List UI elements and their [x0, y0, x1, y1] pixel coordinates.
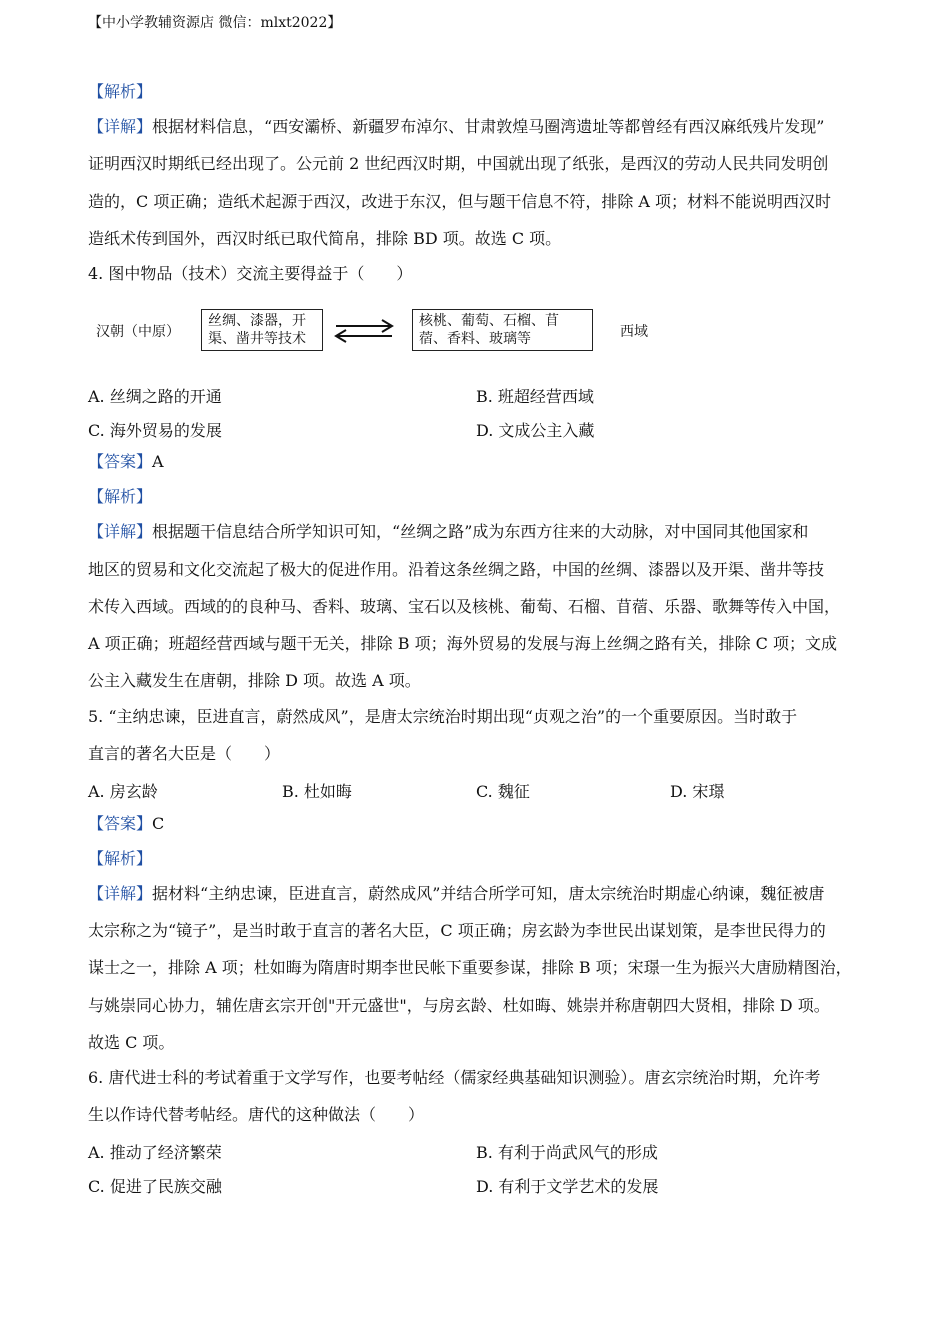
q5-detail-line-3: 谋士之一，排除 A 项；杜如晦为隋唐时期李世民帐下重要参谋，排除 B 项；宋璟一生为振兴大唐励精图治，: [88, 958, 852, 977]
q4-option-a[interactable]: A. 丝绸之路的开通: [88, 387, 222, 406]
q6-question-line-2: 生以作诗代替考帖经。唐代的这种做法（ ）: [88, 1105, 425, 1124]
q4-detail-line-1: 【详解】根据题干信息结合所学知识可知，“丝绸之路”成为东西方往来的大动脉，对中国同其他国家和: [88, 522, 809, 541]
exchange-arrows-icon: [332, 318, 396, 344]
q5-question-line-2: 直言的著名大臣是（ ）: [88, 744, 281, 763]
q4-answer: [88, 452, 164, 472]
q4-option-b[interactable]: B. 班超经营西域: [476, 387, 594, 406]
q4-question: 4. 图中物品（技术）交流主要得益于（ ）: [88, 264, 413, 283]
q5-detail-line-1: 【详解】据材料“主纳忠谏，臣进直言，蔚然成风”并结合所学可知，唐太宗统治时期虚心纳谏，魏征被唐: [88, 884, 825, 903]
q5-detail-line-2: 太宗称之为“镜子”，是当时敢于直言的著名大臣，C 项正确；房玄龄为李世民出谋划策，是李世民得力的: [88, 921, 826, 940]
q5-option-d[interactable]: D. 宋璟: [670, 782, 725, 801]
q5-detail-tag: 【详解】: [88, 884, 153, 903]
q3-detail-tag: 【详解】: [88, 117, 153, 136]
q4-answer-value: A: [152, 452, 164, 471]
q4-option-c[interactable]: C. 海外贸易的发展: [88, 421, 222, 440]
q5-question-line-1: 5. “主纳忠谏，臣进直言，蔚然成风”，是唐太宗统治时期出现“贞观之治”的一个重要原因。当时敢于: [88, 707, 798, 726]
q6-option-d[interactable]: D. 有利于文学艺术的发展: [476, 1177, 659, 1196]
q3-detail-line-4: 造纸术传到国外，西汉时纸已取代简帛，排除 BD 项。故选 C 项。: [88, 229, 562, 248]
page-header: 【中小学教辅资源店 微信：mlxt2022】: [88, 15, 342, 31]
q4-option-d[interactable]: D. 文成公主入藏: [476, 421, 595, 440]
q3-detail-line-1: 【详解】根据材料信息，“西安灞桥、新疆罗布淖尔、甘肃敦煌马圈湾遗址等都曾经有西汉麻纸残片发现”: [88, 117, 825, 136]
q5-answer: [88, 814, 164, 834]
q4-detail-line-5: 公主入藏发生在唐朝，排除 D 项。故选 A 项。: [88, 671, 421, 690]
q6-option-c[interactable]: C. 促进了民族交融: [88, 1177, 222, 1196]
diagram-right-label: 西域: [620, 324, 648, 340]
q4-detail-line-2: 地区的贸易和文化交流起了极大的促进作用。沿着这条丝绸之路，中国的丝绸、漆器以及开渠、凿井等技: [88, 560, 825, 579]
q5-option-b[interactable]: B. 杜如晦: [282, 782, 352, 801]
q5-detail-line-5: 故选 C 项。: [88, 1033, 175, 1052]
q4-detail-line-4: A 项正确；班超经营西域与题干无关，排除 B 项；海外贸易的发展与海上丝绸之路有关，排除 C 项；文成: [88, 634, 837, 653]
q3-analysis-tag: 【解析】: [88, 82, 153, 101]
q4-detail-tag: 【详解】: [88, 522, 153, 541]
diagram-left-label: 汉朝（中原）: [96, 324, 180, 340]
q4-analysis-tag: 【解析】: [88, 487, 153, 506]
q4-answer-tag: 【答案】: [88, 452, 153, 471]
q6-option-a[interactable]: A. 推动了经济繁荣: [88, 1143, 222, 1162]
q3-detail-line-3: 造的，C 项正确；造纸术起源于西汉，改进于东汉，但与题干信息不符，排除 A 项；材料不能说明西汉时: [88, 192, 832, 211]
q5-option-a[interactable]: A. 房玄龄: [88, 782, 158, 801]
q5-analysis-tag: 【解析】: [88, 849, 153, 868]
q5-answer-value: C: [152, 814, 165, 833]
q6-question-line-1: 6. 唐代进士科的考试着重于文学写作，也要考帖经（儒家经典基础知识测验）。唐玄宗统治时期，允许考: [88, 1068, 821, 1087]
q5-option-c[interactable]: C. 魏征: [476, 782, 530, 801]
q6-option-b[interactable]: B. 有利于尚武风气的形成: [476, 1143, 658, 1162]
q3-detail-line-2: 证明西汉时期纸已经出现了。公元前 2 世纪西汉时期，中国就出现了纸张，是西汉的劳动人民共同发明创: [88, 154, 829, 173]
diagram-right-box: 核桃、葡萄、石榴、苜蓿、香料、玻璃等: [412, 309, 593, 351]
q5-answer-tag: 【答案】: [88, 814, 153, 833]
q4-detail-line-3: 术传入西域。西域的的良种马、香料、玻璃、宝石以及核桃、葡萄、石榴、苜蓿、乐器、歌舞等传入中国，: [88, 597, 841, 616]
q5-detail-line-4: 与姚崇同心协力，辅佐唐玄宗开创"开元盛世"，与房玄龄、杜如晦、姚崇并称唐朝四大贤相，排除 D 项。: [88, 996, 830, 1015]
diagram-left-box: 丝绸、漆器，开渠、凿井等技术: [201, 309, 323, 351]
